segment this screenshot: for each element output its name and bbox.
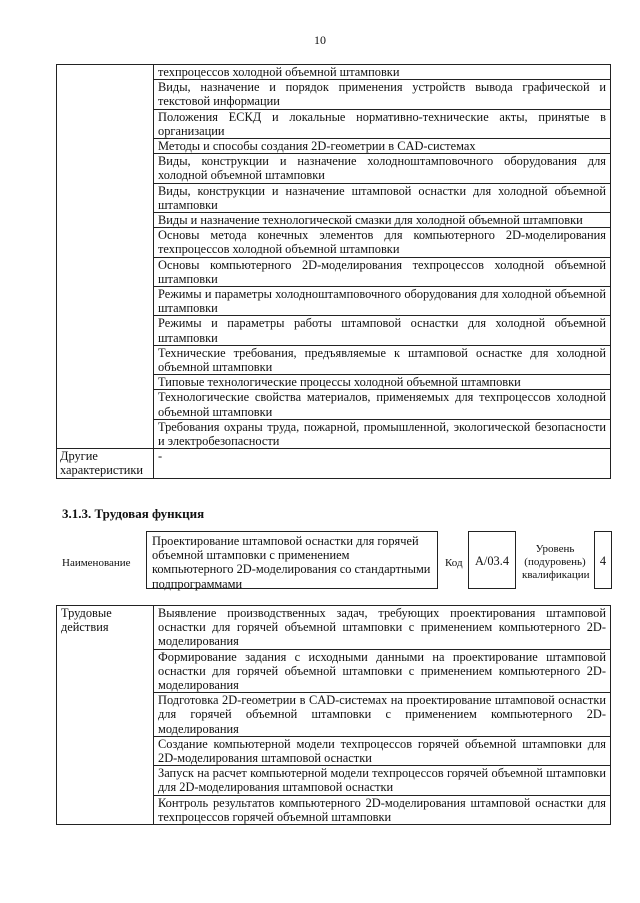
- labor-action-item: Выявление производственных задач, требующих проектирования штамповой оснастки для горячей объемной штамповки с применением компьютерного 2D-моделирования: [154, 606, 611, 650]
- knowledge-item: Виды, назначение и порядок применения устройств вывода графической и текстовой информации: [154, 80, 611, 109]
- knowledge-table: [56, 64, 611, 479]
- labor-action-item: Запуск на расчет компьютерной модели техпроцессов горячей объемной штамповки для 2D-моделирования штамповой оснастки: [154, 766, 611, 795]
- empty-label-cell: [57, 65, 154, 449]
- labor-actions-label: Трудовые действия: [57, 606, 154, 825]
- knowledge-item: Методы и способы создания 2D-геометрии в CAD-системах: [154, 139, 611, 154]
- knowledge-item: техпроцессов холодной объемной штамповки: [154, 65, 611, 80]
- knowledge-item: Виды, конструкции и назначение холодноштамповочного оборудования для холодной объемной штамповки: [154, 154, 611, 183]
- other-characteristics-value: -: [154, 449, 611, 478]
- knowledge-item: Положения ЕСКД и локальные нормативно-технические акты, принятые в организации: [154, 109, 611, 138]
- knowledge-item: Режимы и параметры холодноштамповочного оборудования для холодной объемной штамповки: [154, 287, 611, 316]
- labor-actions-table: [56, 605, 611, 825]
- level-label: Уровень (подуровень) квалификации: [522, 543, 590, 581]
- function-name-box: Проектирование штамповой оснастки для горячей объемной штамповки с применением компьютерного 2D-моделирования со стандартными подпрограммами: [146, 531, 438, 589]
- labor-action-item: Создание компьютерной модели техпроцессов горячей объемной штамповки для 2D-моделирования штамповой оснастки: [154, 736, 611, 765]
- knowledge-item: Режимы и параметры работы штамповой оснастки для холодной объемной штамповки: [154, 316, 611, 345]
- labor-action-item: Подготовка 2D-геометрии в CAD-системах на проектирование штамповой оснастки для горячей объемной штамповки с применением компьютерного 2D-моделирования: [154, 693, 611, 737]
- code-box: А/03.4: [468, 531, 516, 589]
- knowledge-item: Требования охраны труда, пожарной, промышленной, экологической безопасности и электробезопасности: [154, 419, 611, 448]
- knowledge-item: Технологические свойства материалов, применяемых для техпроцессов холодной объемной штамповки: [154, 390, 611, 419]
- other-characteristics-label: Другие характеристики: [57, 449, 154, 478]
- name-label: Наименование: [62, 557, 131, 569]
- knowledge-item: Виды и назначение технологической смазки для холодной объемной штамповки: [154, 213, 611, 228]
- knowledge-item: Типовые технологические процессы холодной объемной штамповки: [154, 375, 611, 390]
- labor-action-item: Контроль результатов компьютерного 2D-моделирования штамповой оснастки для техпроцессов горячей объемной штамповки: [154, 795, 611, 824]
- table-row: [57, 65, 611, 80]
- level-box: 4: [594, 531, 612, 589]
- section-heading: 3.1.3. Трудовая функция: [62, 506, 205, 521]
- knowledge-item: Технические требования, предъявляемые к штамповой оснастке для холодной объемной штамповки: [154, 345, 611, 374]
- knowledge-item: Основы компьютерного 2D-моделирования техпроцессов холодной объемной штамповки: [154, 257, 611, 286]
- code-label: Код: [445, 557, 463, 569]
- table-row: [57, 606, 611, 650]
- knowledge-item: Основы метода конечных элементов для компьютерного 2D-моделирования техпроцессов холодной объемной штамповки: [154, 228, 611, 257]
- page-number: 10: [314, 33, 326, 47]
- labor-action-item: Формирование задания с исходными данными на проектирование штамповой оснастки для горячей объемной штамповки с применением компьютерного 2D-моделирования: [154, 649, 611, 693]
- table-row: [57, 449, 611, 478]
- knowledge-item: Виды, конструкции и назначение штамповой оснастки для холодной объемной штамповки: [154, 183, 611, 212]
